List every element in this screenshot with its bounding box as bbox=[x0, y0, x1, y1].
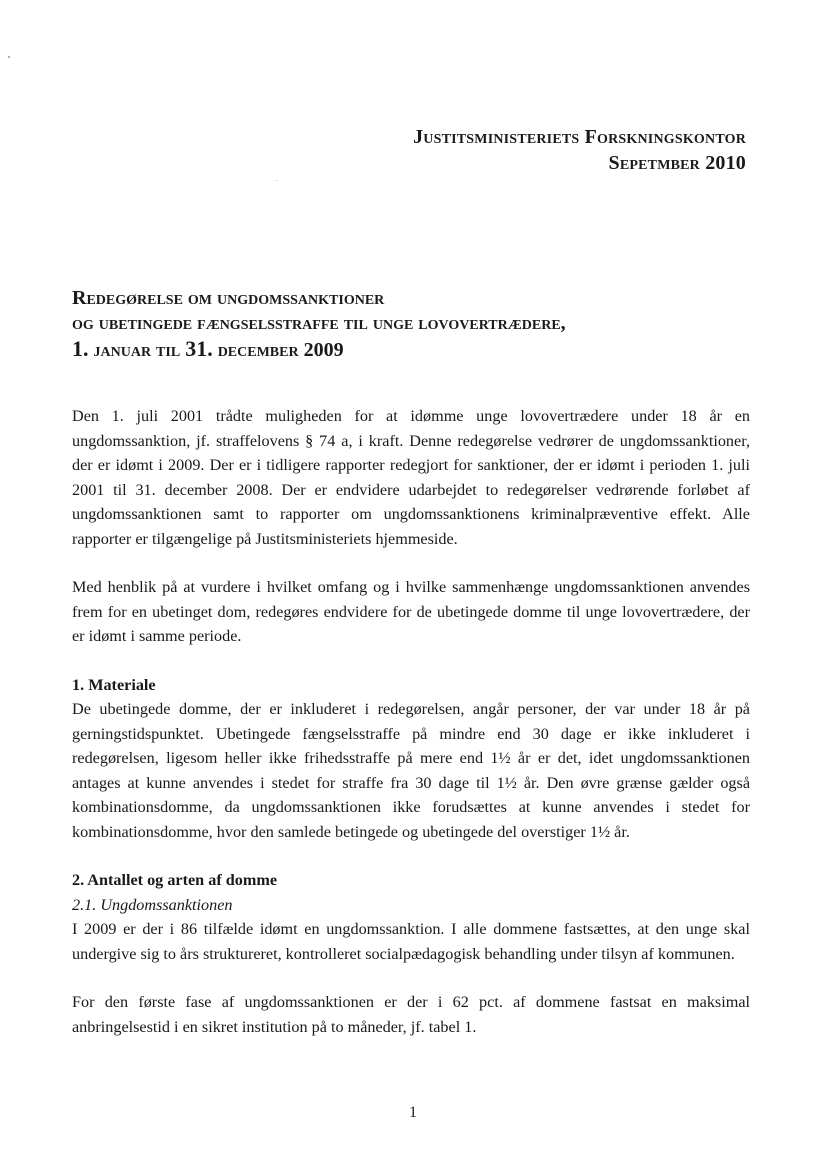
title-line-1: Redegørelse om ungdomssanktioner bbox=[72, 287, 385, 309]
title-text-1: januar til bbox=[88, 339, 186, 361]
intro-paragraph-2: Med henblik på at vurdere i hvilket omfang og i hvilke sammenhænge ungdomssanktionen anvendes frem for en ubetinget dom, redegøres endvidere for de ubetingede domme til unge lovovertrædere, der er idømt i samme periode. bbox=[72, 578, 750, 645]
document-body bbox=[72, 404, 750, 1039]
section-2-heading: 2. Antallet og arten af domme bbox=[72, 871, 278, 889]
title-num-1: 1. bbox=[72, 336, 89, 361]
header-date: Sepetmber 2010 bbox=[608, 152, 746, 174]
title-num-2: 31. bbox=[185, 336, 213, 361]
header-organization: Justitsministeriets Forskningskontor bbox=[413, 126, 746, 148]
title-line-2: og ubetingede fængselsstraffe til unge lovovertrædere, bbox=[72, 312, 566, 334]
title-text-2: december 2009 bbox=[212, 339, 344, 361]
document-title bbox=[72, 286, 762, 363]
title-line-3 bbox=[72, 336, 762, 363]
page-number: 1 bbox=[409, 1104, 417, 1121]
section-2-1-paragraph-2: For den første fase af ungdomssanktionen er der i 62 pct. af dommene fastsat en maksimal anbringelsestid i en sikret institution på to måneder, jf. tabel 1. bbox=[72, 993, 750, 1036]
section-2-1-heading: 2.1. Ungdomssanktionen bbox=[72, 895, 233, 914]
section-2-1-paragraph: I 2009 er der i 86 tilfælde idømt en ungdomssanktion. I alle dommene fastsættes, at den unge skal undergive sig to års struktureret, kontrolleret socialpædagogisk behandling under tilsyn af kommunen. bbox=[72, 920, 750, 963]
section-1-heading: 1. Materiale bbox=[72, 675, 156, 694]
document-header bbox=[413, 124, 746, 176]
scan-speck bbox=[276, 180, 277, 181]
section-1-paragraph: De ubetingede domme, der er inkluderet i redegørelsen, angår personer, der var under 18 år på gerningstidspunktet. Ubetingede fængselsstraffe på mindre end 30 dage er ikke inkluderet i redegørelsen, ligesom heller ikke frihedsstraffe på mere end 1½ år er det, idet ungdomssanktionen antages at kunne anvendes i stedet for straffe fra 30 dage til 1½ år. Den øvre grænse gælder også kombinationsdomme, da ungdomssanktionen ikke forudsættes at kunne anvendes i stedet for kombinationsdomme, hvor den samlede betingede og ubetingede del overstiger 1½ år. bbox=[72, 700, 750, 841]
intro-paragraph-1: Den 1. juli 2001 trådte muligheden for at idømme unge lovovertrædere under 18 år en ungdomssanktion, jf. straffelovens § 74 a, i kraft. Denne redegørelse vedrører de ungdomssanktioner, der er idømt i 2009. Der er i tidligere rapporter redegjort for sanktioner, der er idømt i perioden 1. juli 2001 til 31. december 2008. Der er endvidere udarbejdet to redegørelser vedrørende forløbet af ungdomssanktionen samt to rapporter om ungdomssanktionens kriminalpræventive effekt. Alle rapporter er tilgængelige på Justitsministeriets hjemmeside. bbox=[72, 407, 750, 548]
scan-speck bbox=[8, 56, 10, 58]
